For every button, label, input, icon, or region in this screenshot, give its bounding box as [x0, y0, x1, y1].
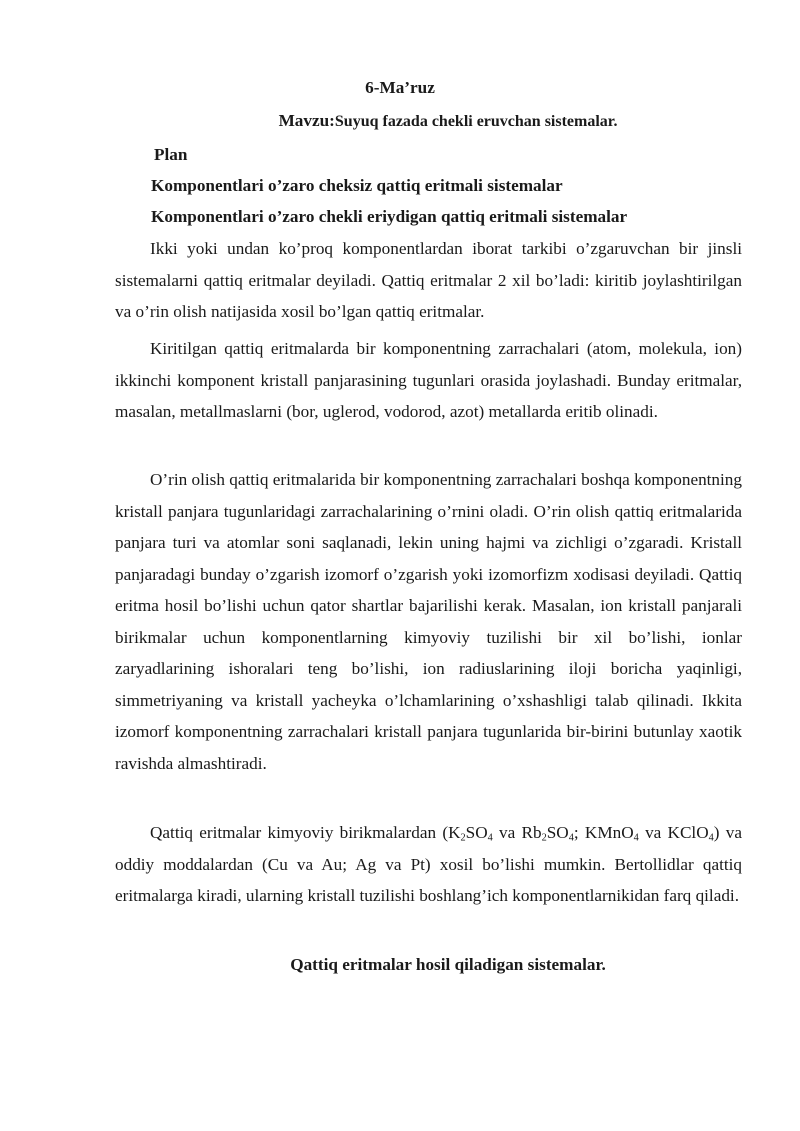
- topic-text: Suyuq fazada chekli eruvchan sistemalar.: [334, 113, 618, 130]
- plan-title: Plan: [154, 145, 188, 164]
- paragraph-2: Kiritilgan qattiq eritmalarda bir komponentning zarrachalari (atom, molekula, ion) ikkinchi komponent kristall panjarasining tugunlari orasida joylashadi. Bunday eritmalar, masalan, metallmaslarni (bor, uglerod, vodorod, azot) metallarda eritib olinadi.: [115, 339, 742, 421]
- paragraph-1: Ikki yoki undan ko’proq komponentlardan iborat tarkibi o’zgaruvchan bir jinsli sistemalarni qattiq eritmalar deyiladi. Qattiq eritmalar 2 xil bo’ladi: kiritib joylashtirilgan va o’rin olish natijasida xosil bo’lgan qattiq eritmalar.: [115, 239, 742, 321]
- topic-label: Mavzu:: [278, 111, 335, 130]
- topic-line: [48, 111, 800, 132]
- plan-item-1: Komponentlari o’zaro cheksiz qattiq eritmali sistemalar: [151, 176, 563, 195]
- section-heading: Qattiq eritmalar hosil qiladigan sistemalar.: [290, 955, 606, 974]
- paragraph-3: O’rin olish qattiq eritmalarida bir komponentning zarrachalari boshqa komponentning kristall panjara tugunlaridagi zarrachalarining o’rnini oladi. O’rin olish qattiq eritmalarida panjara turi va atomlar soni saqlanadi, lekin uning hajmi va zichligi o’zgaradi. Kristall panjaradagi bunday o’zgarish izomorf o’zgarish yoki izomorfizm xodisasi deyiladi. Qattiq eritma hosil bo’lishi uchun qator shartlar bajarilishi kerak. Masalan, ion kristall panjarali birikmalar uchun komponentlarning kimyoviy tuzilishi bir xil bo’lishi, ionlar zaryadlarining ishoralari teng bo’lishi, ion radiuslarining iloji boricha yaqinligi, simmetriyaning va kristall yacheyka o’lchamlarining o’xshashligi talab qilinadi. Ikkita izomorf komponentning zarrachalari kristall panjara tugunlarida bir-birini butunlay xaotik ravishda almashtiradi.: [115, 470, 742, 773]
- lecture-number: 6-Ma’ruz: [365, 78, 435, 97]
- plan-item-2: Komponentlari o’zaro chekli eriydigan qattiq eritmali sistemalar: [151, 207, 628, 226]
- paragraph-4: Qattiq eritmalar kimyoviy birikmalardan ($K_2SO_4$ va $Rb_2SO_4$; KMnO$_4$ va KClO$_4$) va oddiy moddalardan (Cu va Au; Ag va Pt) xosil bo’lishi mumkin. Bertollidlar qattiq eritmalarga kiradi, ularning kristall tuzilishi boshlang’ich komponentlarnikidan farq qiladi.: [115, 823, 742, 905]
